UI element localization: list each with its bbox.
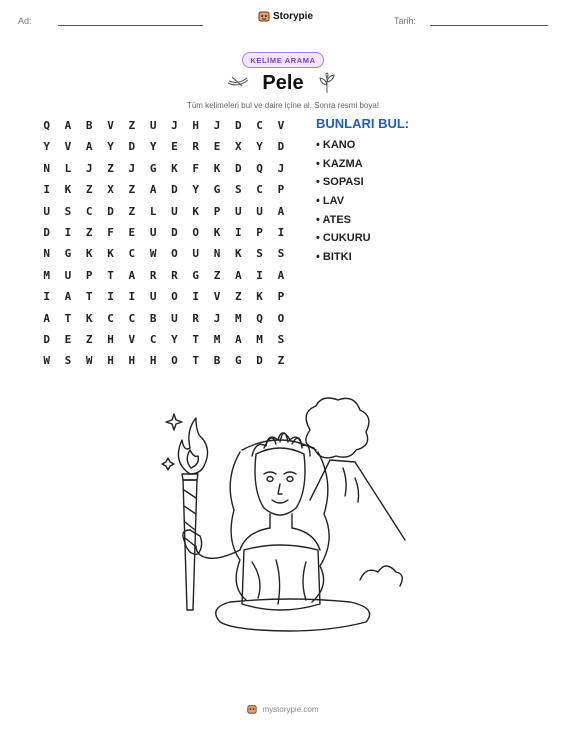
grid-letter[interactable]: S xyxy=(277,247,285,261)
grid-letter[interactable]: V xyxy=(277,119,285,132)
grid-letter[interactable]: I xyxy=(43,183,50,197)
word-search-grid xyxy=(36,118,292,375)
grid-letter[interactable]: S xyxy=(64,354,72,368)
grid-letter[interactable]: H xyxy=(128,354,136,368)
grid-letter[interactable]: I xyxy=(277,225,285,239)
grid-row xyxy=(36,204,292,225)
grid-letter[interactable]: D xyxy=(43,225,50,239)
brand xyxy=(258,10,313,22)
grid-letter[interactable]: O xyxy=(171,290,178,304)
grid-letter[interactable]: Q xyxy=(256,161,263,175)
grid-letter[interactable]: E xyxy=(128,225,136,239)
grid-letter[interactable]: N xyxy=(43,247,50,261)
grid-letter[interactable]: Z xyxy=(235,290,242,304)
grid-letter[interactable]: M xyxy=(213,332,221,346)
word-item: • BITKI xyxy=(316,250,371,269)
name-label: Ad: xyxy=(18,16,32,26)
grid-letter[interactable]: S xyxy=(64,204,72,218)
grid-letter[interactable]: W xyxy=(85,354,93,368)
grid-letter[interactable]: U xyxy=(256,204,263,218)
grid-letter[interactable]: J xyxy=(277,161,285,175)
grid-row xyxy=(36,353,292,374)
grid-letter[interactable]: Q xyxy=(256,311,263,325)
word-item: • KANO xyxy=(316,138,371,157)
grid-letter[interactable]: P xyxy=(277,183,285,197)
grid-letter[interactable]: X xyxy=(235,140,242,154)
grid-letter[interactable]: K xyxy=(107,247,114,261)
grid-letter[interactable]: I xyxy=(256,268,263,282)
storypie-logo-icon xyxy=(247,704,257,714)
grid-letter[interactable]: U xyxy=(64,268,72,282)
grid-letter[interactable]: B xyxy=(213,354,221,368)
grid-letter[interactable]: D xyxy=(107,204,114,218)
grid-letter[interactable]: G xyxy=(192,268,200,282)
grid-letter[interactable]: D xyxy=(43,332,50,346)
grid-letter[interactable]: C xyxy=(107,311,114,325)
grid-letter[interactable]: D xyxy=(235,119,242,132)
grid-letter[interactable]: U xyxy=(149,290,157,304)
grid-letter[interactable]: K xyxy=(85,311,93,325)
name-field-line[interactable] xyxy=(58,25,203,26)
grid-row xyxy=(36,311,292,332)
footer-url[interactable]: mystorypie.com xyxy=(262,704,319,714)
grid-letter[interactable]: P xyxy=(85,268,93,282)
grid-letter[interactable]: Y xyxy=(149,140,157,154)
grid-letter[interactable]: K xyxy=(171,161,178,175)
grid-row xyxy=(36,268,292,289)
grid-letter[interactable]: L xyxy=(64,161,72,175)
grid-letter[interactable]: A xyxy=(43,311,50,325)
grid-letter[interactable]: H xyxy=(107,332,114,346)
grid-letter[interactable]: J xyxy=(128,161,136,175)
grid-letter[interactable]: T xyxy=(107,268,114,282)
grid-letter[interactable]: K xyxy=(235,247,242,261)
grid-letter[interactable]: A xyxy=(64,119,72,132)
grid-letter[interactable]: S xyxy=(235,183,242,197)
grid-letter[interactable]: D xyxy=(128,140,136,154)
grid-letter[interactable]: J xyxy=(213,119,221,132)
torch-flame xyxy=(178,418,207,474)
grid-letter[interactable]: K xyxy=(213,161,221,175)
grid-letter[interactable]: Z xyxy=(85,332,93,346)
grid-letter[interactable]: D xyxy=(277,140,285,154)
grid-letter[interactable]: A xyxy=(277,204,285,218)
grid-letter[interactable]: U xyxy=(192,247,200,261)
grid-letter[interactable]: C xyxy=(128,247,136,261)
grid-letter[interactable]: D xyxy=(256,354,263,368)
grid-letter[interactable]: U xyxy=(149,225,157,239)
grid-row xyxy=(36,182,292,203)
grid-letter[interactable]: H xyxy=(192,119,200,132)
word-list-title: BUNLARI BUL: xyxy=(316,116,410,131)
grid-letter[interactable]: Y xyxy=(107,140,114,154)
grid-row xyxy=(36,332,292,353)
grid-letter[interactable]: T xyxy=(64,311,72,325)
grid-letter[interactable]: U xyxy=(235,204,242,218)
grid-row xyxy=(36,139,292,160)
grid-letter[interactable]: S xyxy=(277,332,285,346)
grid-letter[interactable]: Z xyxy=(277,354,285,368)
word-item: • SOPASI xyxy=(316,175,371,194)
grid-row xyxy=(36,118,292,139)
grid-letter[interactable]: N xyxy=(43,161,50,175)
footer xyxy=(0,704,566,714)
date-label: Tarih: xyxy=(394,16,417,26)
grid-row xyxy=(36,289,292,310)
grid-letter[interactable]: Y xyxy=(192,183,200,197)
page-title: Pele xyxy=(262,72,304,94)
grid-letter[interactable]: U xyxy=(149,119,157,132)
grid-letter[interactable]: T xyxy=(192,332,200,346)
grid-letter[interactable]: R xyxy=(192,140,200,154)
grid-letter[interactable]: Y xyxy=(43,140,50,154)
grid-letter[interactable]: V xyxy=(107,119,114,132)
grid-letter[interactable]: A xyxy=(235,332,242,346)
date-field-line[interactable] xyxy=(430,25,548,26)
grid-letter[interactable]: J xyxy=(85,161,93,175)
grid-letter[interactable]: D xyxy=(171,225,178,239)
volcano-outline xyxy=(310,460,405,540)
grid-letter[interactable]: U xyxy=(171,311,178,325)
grid-letter[interactable]: I xyxy=(107,290,114,304)
grid-letter[interactable]: E xyxy=(64,332,72,346)
grid-letter[interactable]: Z xyxy=(128,119,136,132)
grid-letter[interactable]: Z xyxy=(128,204,136,218)
grid-letter[interactable]: P xyxy=(213,204,221,218)
grid-letter[interactable]: U xyxy=(43,204,50,218)
grid-letter[interactable]: G xyxy=(64,247,72,261)
grid-letter[interactable]: G xyxy=(235,354,242,368)
grid-letter[interactable]: A xyxy=(64,290,72,304)
grid-letter[interactable]: H xyxy=(107,354,114,368)
grid-letter[interactable]: K xyxy=(64,183,72,197)
grid-letter[interactable]: Z xyxy=(85,225,93,239)
grid-letter[interactable]: I xyxy=(235,225,242,239)
pool-outline xyxy=(216,599,370,631)
grid-letter[interactable]: W xyxy=(43,354,50,368)
grid-letter[interactable]: R xyxy=(192,311,200,325)
grid-letter[interactable]: A xyxy=(149,183,157,197)
grid-letter[interactable]: L xyxy=(149,204,157,218)
word-item: • CUKURU xyxy=(316,231,371,250)
grid-letter[interactable]: O xyxy=(171,354,178,368)
grid-letter[interactable]: C xyxy=(85,204,93,218)
grid-letter[interactable]: W xyxy=(149,247,157,261)
grid-letter[interactable]: O xyxy=(277,311,285,325)
pele-goddess-coloring-illustration xyxy=(160,390,410,635)
grid-letter[interactable]: R xyxy=(149,268,157,282)
grid-letter[interactable]: T xyxy=(85,290,93,304)
grid-letter[interactable]: B xyxy=(85,119,93,132)
grid-letter[interactable]: A xyxy=(235,268,242,282)
grid-letter[interactable]: G xyxy=(149,161,157,175)
grid-letter[interactable]: A xyxy=(85,140,93,154)
grid-letter[interactable]: C xyxy=(256,183,263,197)
bush-outline xyxy=(360,566,402,586)
grid-row xyxy=(36,161,292,182)
grid-letter[interactable]: N xyxy=(213,247,221,261)
grid-letter[interactable]: I xyxy=(192,290,200,304)
grid-letter[interactable]: D xyxy=(171,183,178,197)
plant-icon xyxy=(318,72,336,94)
face-outline xyxy=(255,448,305,515)
grid-letter[interactable]: V xyxy=(213,290,221,304)
grid-letter[interactable]: Z xyxy=(85,183,93,197)
grid-letter[interactable]: Z xyxy=(128,183,136,197)
grid-letter[interactable]: R xyxy=(171,268,178,282)
grid-letter[interactable]: D xyxy=(235,161,242,175)
grid-letter[interactable]: Y xyxy=(171,332,178,346)
grid-letter[interactable]: A xyxy=(128,268,136,282)
grid-letter[interactable]: S xyxy=(256,247,263,261)
activity-badge: KELİME ARAMA xyxy=(242,52,324,68)
grid-letter[interactable]: C xyxy=(256,119,263,132)
grid-letter[interactable]: K xyxy=(213,225,221,239)
grid-letter[interactable]: X xyxy=(107,183,114,197)
word-item: • KAZMA xyxy=(316,157,371,176)
grid-letter[interactable]: O xyxy=(171,247,178,261)
grid-letter[interactable]: Q xyxy=(43,119,50,132)
grid-row xyxy=(36,225,292,246)
grid-letter[interactable]: J xyxy=(213,311,221,325)
grid-letter[interactable]: T xyxy=(192,354,200,368)
grid-letter[interactable]: I xyxy=(64,225,72,239)
grid-letter[interactable]: C xyxy=(128,311,136,325)
grid-letter[interactable]: P xyxy=(277,290,285,304)
instruction-text: Tüm kelimeleri bul ve daire içine al. Sonra resmi boya! xyxy=(186,101,380,110)
word-list xyxy=(316,138,371,269)
grid-letter[interactable]: I xyxy=(128,290,136,304)
grid-letter[interactable]: K xyxy=(192,204,200,218)
grid-letter[interactable]: E xyxy=(171,140,178,154)
grid-letter[interactable]: V xyxy=(128,332,136,346)
grid-letter[interactable]: K xyxy=(85,247,93,261)
grid-letter[interactable]: F xyxy=(107,225,114,239)
grid-letter[interactable]: O xyxy=(192,225,200,239)
grid-letter[interactable]: M xyxy=(235,311,242,325)
grid-letter[interactable]: H xyxy=(149,354,157,368)
grid-letter[interactable]: C xyxy=(149,332,157,346)
grid-letter[interactable]: F xyxy=(192,161,200,175)
grid-letter[interactable]: M xyxy=(256,332,263,346)
storypie-logo-icon xyxy=(258,10,270,22)
grid-letter[interactable]: J xyxy=(171,119,178,132)
word-item: • ATES xyxy=(316,213,371,232)
grid-letter[interactable]: P xyxy=(256,225,263,239)
grid-letter[interactable]: K xyxy=(256,290,263,304)
grid-letter[interactable]: I xyxy=(43,290,50,304)
grid-letter[interactable]: E xyxy=(213,140,221,154)
grid-row xyxy=(36,246,292,267)
grid-letter[interactable]: V xyxy=(64,140,72,154)
grid-letter[interactable]: U xyxy=(171,204,178,218)
grid-letter[interactable]: Z xyxy=(213,268,221,282)
grid-letter[interactable]: B xyxy=(149,311,157,325)
word-item: • LAV xyxy=(316,194,371,213)
grid-letter[interactable]: A xyxy=(277,268,285,282)
grid-letter[interactable]: G xyxy=(213,183,221,197)
grid-letter[interactable]: Y xyxy=(256,140,263,154)
grid-letter[interactable]: Z xyxy=(107,161,114,175)
brand-name: Storypie xyxy=(273,10,314,22)
grid-letter[interactable]: M xyxy=(43,268,50,282)
